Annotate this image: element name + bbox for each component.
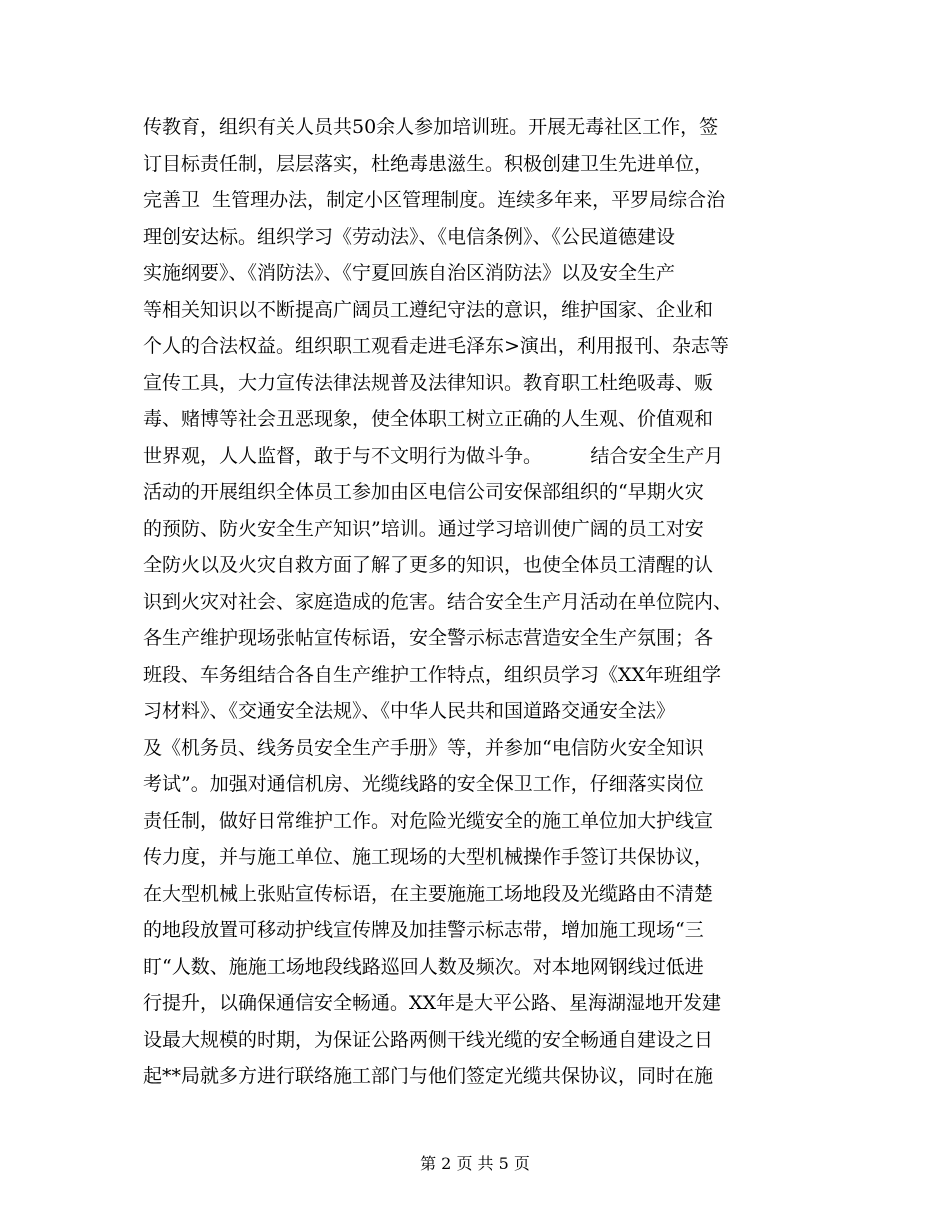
text-line: 在大型机械上张贴宣传标语，在主要施施工场地段及光缆路由不清楚 [143,882,714,905]
text-line: 及《机务员、线务员安全生产手册》等，并参加“电信防火安全知识 [143,736,704,759]
text-line: 全防火以及火灾自救方面了解了更多的知识，也使全体员工清醒的认 [143,554,714,576]
text-line: 完善卫 生管理办法，制定小区管理制度。连续多年来，平罗局综合治 [143,189,726,211]
text-line: 传教育，组织有关人员共50余人参加培训班。开展无毒社区工作，签 [143,116,719,138]
text-line: 盯“人数、施施工场地段线路巡回人数及频次。对本地网钢线过低进 [143,955,704,978]
text-line: 各生产维护现场张帖宣传标语，安全警示标志营造安全生产氛围；各 [143,627,714,649]
text-line: 起**局就多方进行联络施工部门与他们签定光缆共保协议，同时在施 [143,1065,714,1087]
text-line: 班段、车务组结合各自生产维护工作特点，组织员学习《XX年班组学 [143,663,722,686]
text-line: 设最大规模的时期，为保证公路两侧干线光缆的安全畅通自建设之日 [143,1028,714,1051]
text-line: 行提升，以确保通信安全畅通。XX年是大平公路、星海湖湿地开发建 [143,992,722,1014]
text-line: 个人的合法权益。组织职工观看走进毛泽东>演出，利用报刊、杂志等 [143,335,729,357]
text-line: 实施纲要》、《消防法》、《宁夏回族自治区消防法》以及安全生产 [143,262,676,284]
text-line: 世界观，人人监督，敢于与不文明行为做斗争。 结合安全生产月 [143,444,724,467]
body-text [143,109,803,1095]
text-line: 等相关知识以不断提高广阔员工遵纪守法的意识，维护国家、企业和 [143,298,714,321]
text-line: 识到火灾对社会、家庭造成的危害。结合安全生产月活动在单位院内、 [143,590,733,613]
text-line: 的预防、防火安全生产知识”培训。通过学习培训使广阔的员工对安 [143,517,704,540]
text-line: 习材料》、《交通安全法规》、《中华人民共和国道路交通安全法》 [143,700,676,722]
text-line: 理创安达标。组织学习《劳动法》、《电信条例》、《公民道德建设 [143,225,676,248]
text-line: 活动的开展组织全体员工参加由区电信公司安保部组织的“早期火灾 [143,481,704,503]
text-line: 传力度，并与施工单位、施工现场的大型机械操作手签订共保协议， [143,846,714,868]
text-line: 考试”。加强对通信机房、光缆线路的安全保卫工作，仔细落实岗位 [143,773,704,795]
page-number-footer: 第 2 页 共 5 页 [420,1154,530,1173]
text-line: 责任制，做好日常维护工作。对危险光缆安全的施工单位加大护线宣 [143,809,714,832]
text-line: 订目标责任制，层层落实，杜绝毒患滋生。积极创建卫生先进单位， [143,152,714,175]
text-line: 的地段放置可移动护线宣传牌及加挂警示标志带，增加施工现场“三 [143,919,704,941]
text-line: 毒、赌博等社会丑恶现象，使全体职工树立正确的人生观、价值观和 [143,408,714,430]
text-line: 宣传工具，大力宣传法律法规普及法律知识。教育职工杜绝吸毒、贩 [143,371,714,394]
